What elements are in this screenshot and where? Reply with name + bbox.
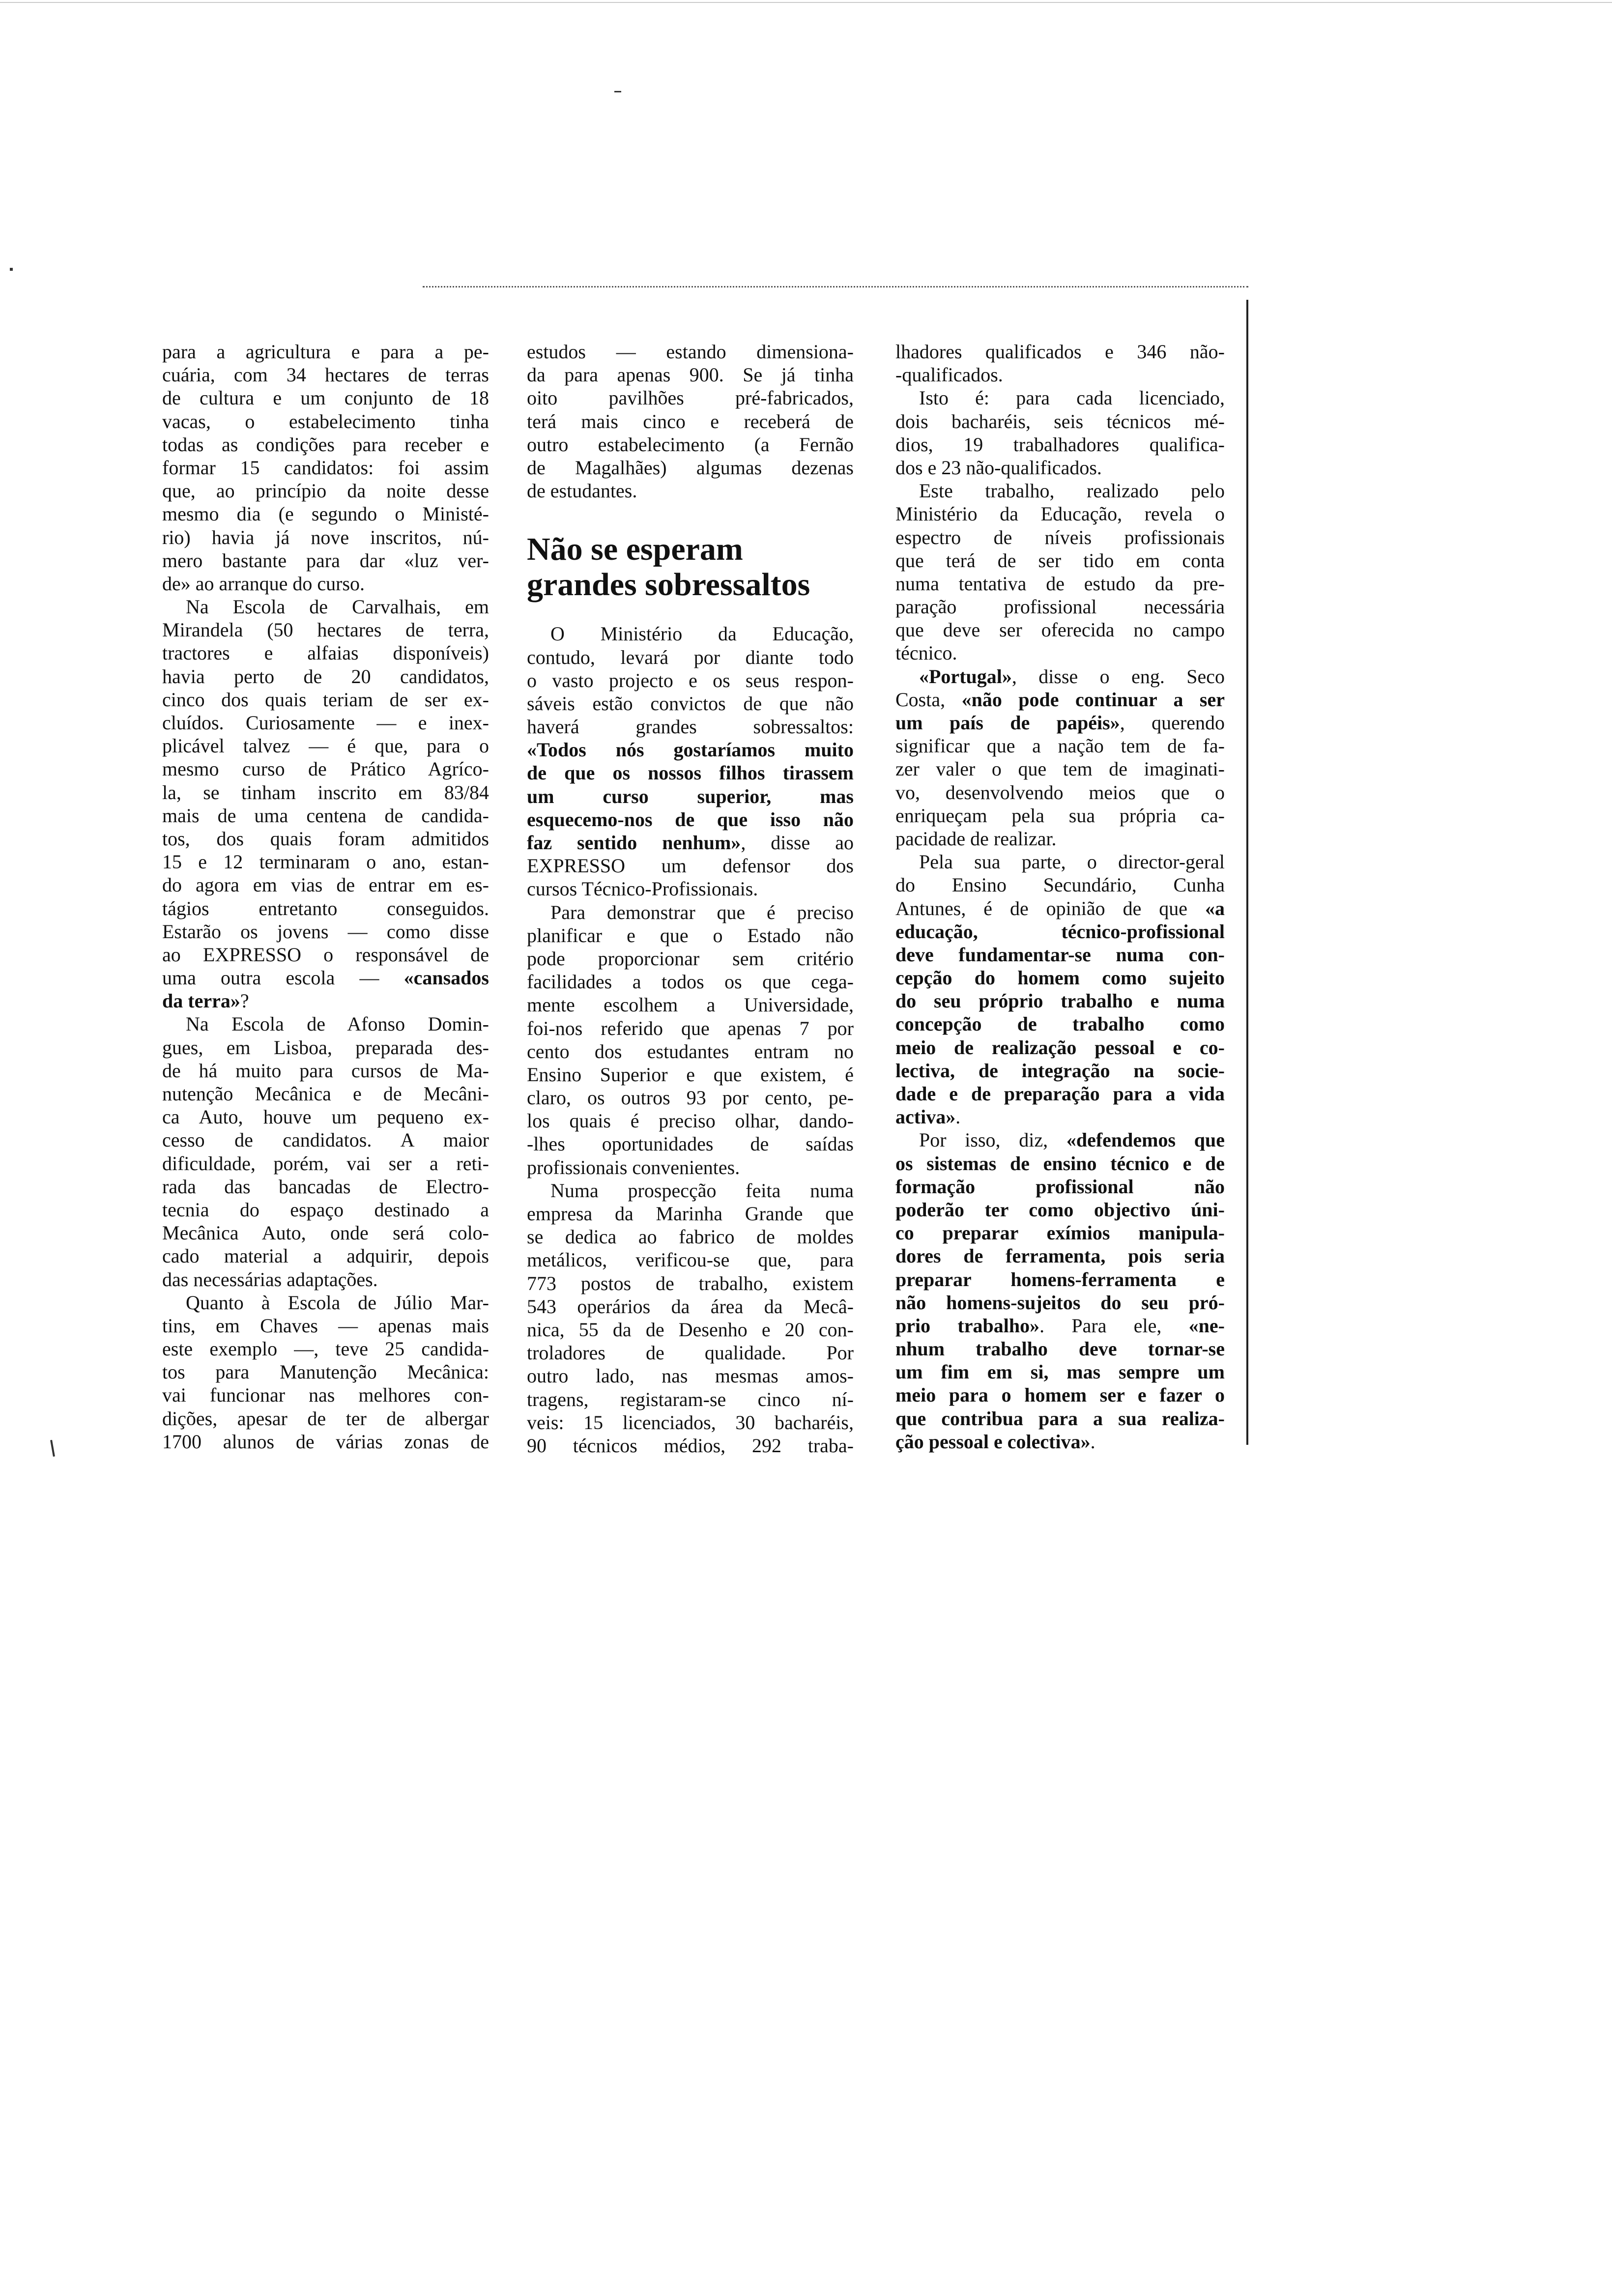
text-line: enriqueçam pela sua própria ca- <box>895 804 1225 827</box>
text-line: vai funcionar nas melhores con- <box>162 1384 489 1406</box>
text-line: de cultura e um conjunto de 18 <box>162 387 489 409</box>
text-line: Ensino Superior e que existem, é <box>527 1063 854 1086</box>
paragraph <box>895 479 1225 665</box>
text-line <box>895 1059 1225 1082</box>
text-line: tecnia do espaço destinado a <box>162 1198 489 1221</box>
bold-quote-segment: ção pessoal e colectiva» <box>895 1430 1091 1453</box>
text-line <box>895 1128 1225 1151</box>
text-line: dições, apesar de ter de albergar <box>162 1407 489 1430</box>
text-line: 1700 alunos de várias zonas de <box>162 1430 489 1453</box>
bold-quote-segment: «ne- <box>1188 1314 1225 1337</box>
text-line <box>895 897 1225 920</box>
text-line: Estarão os jovens — como disse <box>162 920 489 943</box>
text-line: empresa da Marinha Grande que <box>527 1203 854 1225</box>
text-line: cento dos estudantes entram no <box>527 1040 854 1062</box>
text-line: oito pavilhões pré-fabricados, <box>527 387 854 409</box>
bold-quote-segment: «defendemos que <box>1066 1129 1225 1151</box>
text-line: vacas, o estabelecimento tinha <box>162 410 489 432</box>
text-line: dois bacharéis, seis técnicos mé- <box>895 410 1225 432</box>
text-line: cesso de candidatos. A maior <box>162 1129 489 1151</box>
text-line: O Ministério da Educação, <box>550 623 854 645</box>
bold-quote-segment: nhum trabalho deve tornar-se <box>895 1338 1225 1360</box>
text-line <box>895 1337 1225 1360</box>
bold-quote-segment: «não pode continuar a ser <box>961 688 1225 711</box>
text-line: nutenção Mecânica e de Mecâni- <box>162 1083 489 1105</box>
text-segment: uma outra escola — <box>162 967 404 989</box>
text-segment: . <box>1090 1430 1095 1453</box>
article-column-1 <box>162 340 489 1453</box>
bold-quote-segment: «Todos nós gostaríamos muito <box>527 739 854 761</box>
text-line: mesmo curso de Prático Agríco- <box>162 758 489 780</box>
text-line: o vasto projecto e os seus respon- <box>527 669 854 691</box>
paragraph <box>162 595 489 1012</box>
text-line: planificar e que o Estado não <box>527 924 854 947</box>
bold-quote-segment: faz sentido nenhum» <box>527 832 741 854</box>
text-line: dificuldade, porém, vai ser a reti- <box>162 1152 489 1175</box>
text-line <box>527 761 854 784</box>
text-segment: , disse o eng. Seco <box>1011 665 1225 688</box>
text-line <box>895 1360 1225 1383</box>
bold-quote-segment: esquecemo-nos de que isso não <box>527 808 854 831</box>
article-column-2 <box>527 340 854 1457</box>
text-line: Na Escola de Afonso Domin- <box>186 1013 489 1035</box>
text-line: tractores e alfaias disponíveis) <box>162 642 489 664</box>
scan-speck <box>10 268 13 271</box>
text-line: lhadores qualificados e 346 não- <box>895 341 1225 363</box>
text-line: foi-nos referido que apenas 7 por <box>527 1017 854 1039</box>
text-line <box>895 1244 1225 1267</box>
text-segment: Costa, <box>895 688 962 711</box>
text-line: cuária, com 34 hectares de terras <box>162 364 489 386</box>
paragraph <box>895 386 1225 479</box>
text-line: havia perto de 20 candidatos, <box>162 665 489 688</box>
text-line: outro lado, nas mesmas amos- <box>527 1365 854 1387</box>
text-line <box>895 688 1225 711</box>
text-line: outro estabelecimento (a Fernão <box>527 433 854 456</box>
text-line: de há muito para cursos de Ma- <box>162 1059 489 1082</box>
text-line: dios, 19 trabalhadores qualifica- <box>895 433 1225 456</box>
text-line: do Ensino Secundário, Cunha <box>895 874 1225 896</box>
text-segment: Antunes, é de opinião de que <box>895 897 1205 919</box>
headline-line: Não se esperam <box>527 531 743 568</box>
text-line: zer valer o que tem de imaginati- <box>895 758 1225 780</box>
text-line: Ministério da Educação, revela o <box>895 503 1225 525</box>
text-line: EXPRESSO um defensor dos <box>527 855 854 877</box>
bold-quote-segment: deve fundamentar-se numa con- <box>895 943 1225 966</box>
bold-quote-segment: preparar homens-ferramenta e <box>895 1268 1225 1291</box>
text-segment: , disse ao <box>741 832 854 854</box>
bold-quote-segment: cepção do homem como sujeito <box>895 967 1225 989</box>
text-line <box>895 1175 1225 1198</box>
bold-quote-segment: formação profissional não <box>895 1175 1225 1198</box>
text-line: que terá de ser tido em conta <box>895 549 1225 572</box>
text-line <box>162 966 489 989</box>
text-line: técnico. <box>895 642 957 664</box>
text-line: Pela sua parte, o director-geral <box>919 851 1225 873</box>
bold-quote-segment: meio para o homem ser e fazer o <box>895 1384 1225 1406</box>
text-line: 773 postos de trabalho, existem <box>527 1272 854 1294</box>
bold-quote-segment: do seu próprio trabalho e numa <box>895 990 1225 1012</box>
text-line: dos e 23 não-qualificados. <box>895 456 1102 479</box>
text-line: sáveis estão convictos de que não <box>527 692 854 715</box>
paragraph <box>162 340 489 595</box>
bold-quote-segment: poderão ter como objectivo úni- <box>895 1198 1225 1221</box>
text-line <box>895 1291 1225 1314</box>
text-line: tos para Manutenção Mecânica: <box>162 1361 489 1383</box>
bold-quote-segment: lectiva, de integração na socie- <box>895 1059 1225 1082</box>
text-line: facilidades a todos os que cega- <box>527 971 854 993</box>
text-segment: Por isso, diz, <box>919 1129 1066 1151</box>
paragraph <box>527 1179 854 1457</box>
text-line <box>527 831 854 854</box>
paragraph <box>162 1291 489 1453</box>
text-line: claro, os outros 93 por cento, pe- <box>527 1087 854 1109</box>
text-line: da para apenas 900. Se já tinha <box>527 364 854 386</box>
text-segment: . <box>955 1106 961 1128</box>
bold-quote-segment: «Portugal» <box>919 665 1012 688</box>
text-line: tins, em Chaves — apenas mais <box>162 1314 489 1337</box>
bold-quote-segment: que contribua para a sua realiza- <box>895 1407 1225 1430</box>
paragraph <box>895 340 1225 386</box>
text-line: los quais é preciso olhar, dando- <box>527 1110 854 1132</box>
text-line <box>895 943 1225 966</box>
paragraph <box>527 340 854 502</box>
text-line <box>895 1082 1225 1105</box>
text-line: ao EXPRESSO o responsável de <box>162 943 489 966</box>
scan-speck <box>614 91 621 92</box>
text-line: todas as condições para receber e <box>162 433 489 456</box>
article-column-3 <box>895 340 1225 1453</box>
bold-quote-segment: «cansados <box>403 967 489 989</box>
text-line <box>895 1268 1225 1291</box>
text-line: pacidade de realizar. <box>895 827 1057 850</box>
text-line: Numa prospecção feita numa <box>550 1179 854 1202</box>
text-line <box>895 1383 1225 1406</box>
text-line: Quanto à Escola de Júlio Mar- <box>186 1291 489 1314</box>
text-line <box>895 989 1225 1012</box>
text-line: se dedica ao fabrico de moldes <box>527 1226 854 1248</box>
text-line: 90 técnicos médios, 292 traba- <box>527 1434 854 1457</box>
text-line <box>895 920 1225 943</box>
bold-quote-segment: de que os nossos filhos tirassem <box>527 762 854 784</box>
bold-quote-segment: um país de papéis» <box>895 712 1120 734</box>
bold-quote-segment: educação, técnico-profissional <box>895 920 1225 943</box>
headline-line: grandes sobressaltos <box>527 567 810 603</box>
text-line <box>162 989 489 1012</box>
bold-quote-segment: activa» <box>895 1106 956 1128</box>
text-line: de estudantes. <box>527 480 637 502</box>
text-line <box>895 665 1225 688</box>
text-line <box>895 1105 1225 1128</box>
text-line: tragens, registaram-se cinco ní- <box>527 1388 854 1410</box>
text-line: -lhes oportunidades de saídas <box>527 1133 854 1155</box>
text-line <box>895 1152 1225 1175</box>
text-line: de» ao arranque do curso. <box>162 572 365 595</box>
text-line: de Magalhães) algumas dezenas <box>527 456 854 479</box>
column-top-rule <box>423 286 1248 287</box>
text-line: 15 e 12 terminaram o ano, estan- <box>162 851 489 873</box>
bold-quote-segment: co preparar exímios manipula- <box>895 1222 1225 1244</box>
text-line: que deve ser oferecida no campo <box>895 619 1225 641</box>
text-line <box>895 1407 1225 1430</box>
text-line: veis: 15 licenciados, 30 bacharéis, <box>527 1411 854 1434</box>
text-line: que, ao princípio da noite desse <box>162 480 489 502</box>
bold-quote-segment: dores de ferramenta, pois seria <box>895 1245 1225 1267</box>
bold-quote-segment: dade e de preparação para a vida <box>895 1083 1225 1105</box>
text-line: nica, 55 da de Desenho e 20 con- <box>527 1318 854 1341</box>
text-line: plicável talvez — é que, para o <box>162 735 489 757</box>
text-line: para a agricultura e para a pe- <box>162 341 489 363</box>
scan-mark <box>50 1440 55 1457</box>
text-line: terá mais cinco e receberá de <box>527 410 854 432</box>
text-line <box>895 966 1225 989</box>
text-line: formar 15 candidatos: foi assim <box>162 456 489 479</box>
paragraph <box>527 901 854 1179</box>
text-line: tágios entretanto conseguidos. <box>162 897 489 919</box>
text-line <box>895 1430 1225 1453</box>
text-line: estudos — estando dimensiona- <box>527 341 854 363</box>
text-line: 543 operários da área da Mecâ- <box>527 1295 854 1318</box>
text-line: Na Escola de Carvalhais, em <box>186 596 489 618</box>
text-line: cursos Técnico-Profissionais. <box>527 878 758 900</box>
text-segment: , querendo <box>1120 712 1225 734</box>
bold-quote-segment: os sistemas de ensino técnico e de <box>895 1152 1225 1175</box>
paragraph <box>895 1128 1225 1453</box>
paragraph <box>895 665 1225 851</box>
bold-quote-segment: «a <box>1205 897 1225 919</box>
paragraph <box>162 1012 489 1291</box>
text-line <box>527 808 854 831</box>
text-line <box>895 711 1225 734</box>
text-line: mesmo dia (e segundo o Ministé- <box>162 503 489 525</box>
paragraph <box>895 850 1225 1128</box>
text-line: das necessárias adaptações. <box>162 1268 378 1291</box>
text-line: rio) havia já nove inscritos, nú- <box>162 526 489 548</box>
text-line: vo, desenvolvendo meios que o <box>895 781 1225 804</box>
text-line: Isto é: para cada licenciado, <box>919 387 1225 409</box>
text-line: gues, em Lisboa, preparada des- <box>162 1036 489 1059</box>
text-line: cluídos. Curiosamente — e inex- <box>162 712 489 734</box>
text-line: mente escolhem a Universidade, <box>527 994 854 1016</box>
text-line: troladores de qualidade. Por <box>527 1342 854 1364</box>
text-line: la, se tinham inscrito em 83/84 <box>162 781 489 804</box>
bold-quote-segment: um curso superior, mas <box>527 785 854 807</box>
bold-quote-segment: concepção de trabalho como <box>895 1013 1225 1035</box>
text-line: Mecânica Auto, onde será colo- <box>162 1222 489 1244</box>
text-segment: . Para ele, <box>1039 1314 1189 1337</box>
text-line: contudo, levará por diante todo <box>527 646 854 668</box>
text-line: espectro de níveis profissionais <box>895 526 1225 548</box>
bold-quote-segment: da terra» <box>162 990 240 1012</box>
text-line: metálicos, verificou-se que, para <box>527 1249 854 1271</box>
text-line <box>895 1314 1225 1337</box>
text-line: mero bastante para dar «luz ver- <box>162 549 489 572</box>
text-line: do agora em vias de entrar em es- <box>162 874 489 896</box>
text-line <box>895 1036 1225 1059</box>
text-line <box>527 785 854 808</box>
text-line: haverá grandes sobressaltos: <box>527 716 854 738</box>
paragraph <box>527 622 854 900</box>
text-line: Este trabalho, realizado pelo <box>919 480 1225 502</box>
text-line <box>895 1012 1225 1035</box>
text-line <box>895 1221 1225 1244</box>
text-line <box>527 738 854 761</box>
text-line: ca Auto, houve um pequeno ex- <box>162 1106 489 1128</box>
text-line: significar que a nação tem de fa- <box>895 735 1225 757</box>
text-line <box>895 1198 1225 1221</box>
text-line: cado material a adquirir, depois <box>162 1245 489 1267</box>
text-line: tos, dos quais foram admitidos <box>162 827 489 850</box>
text-line: paração profissional necessária <box>895 596 1225 618</box>
text-line: rada das bancadas de Electro- <box>162 1175 489 1198</box>
text-line: mais de uma centena de candida- <box>162 804 489 827</box>
column-right-rule <box>1246 300 1248 1445</box>
text-line: -qualificados. <box>895 364 1003 386</box>
text-line: profissionais convenientes. <box>527 1156 740 1178</box>
bold-quote-segment: não homens-sujeitos do seu pró- <box>895 1291 1225 1314</box>
text-segment: ? <box>240 990 249 1012</box>
text-line: cinco dos quais teriam de ser ex- <box>162 688 489 711</box>
bold-quote-segment: prio trabalho» <box>895 1314 1040 1337</box>
text-line: Para demonstrar que é preciso <box>550 901 854 923</box>
text-line: pode proporcionar sem critério <box>527 947 854 970</box>
scan-top-edge <box>0 2 1612 3</box>
text-line: este exemplo —, teve 25 candida- <box>162 1338 489 1360</box>
text-line: numa tentativa de estudo da pre- <box>895 572 1225 595</box>
section-headline <box>527 532 854 603</box>
text-line: Mirandela (50 hectares de terra, <box>162 619 489 641</box>
bold-quote-segment: um fim em si, mas sempre um <box>895 1361 1225 1383</box>
bold-quote-segment: meio de realização pessoal e co- <box>895 1036 1225 1059</box>
